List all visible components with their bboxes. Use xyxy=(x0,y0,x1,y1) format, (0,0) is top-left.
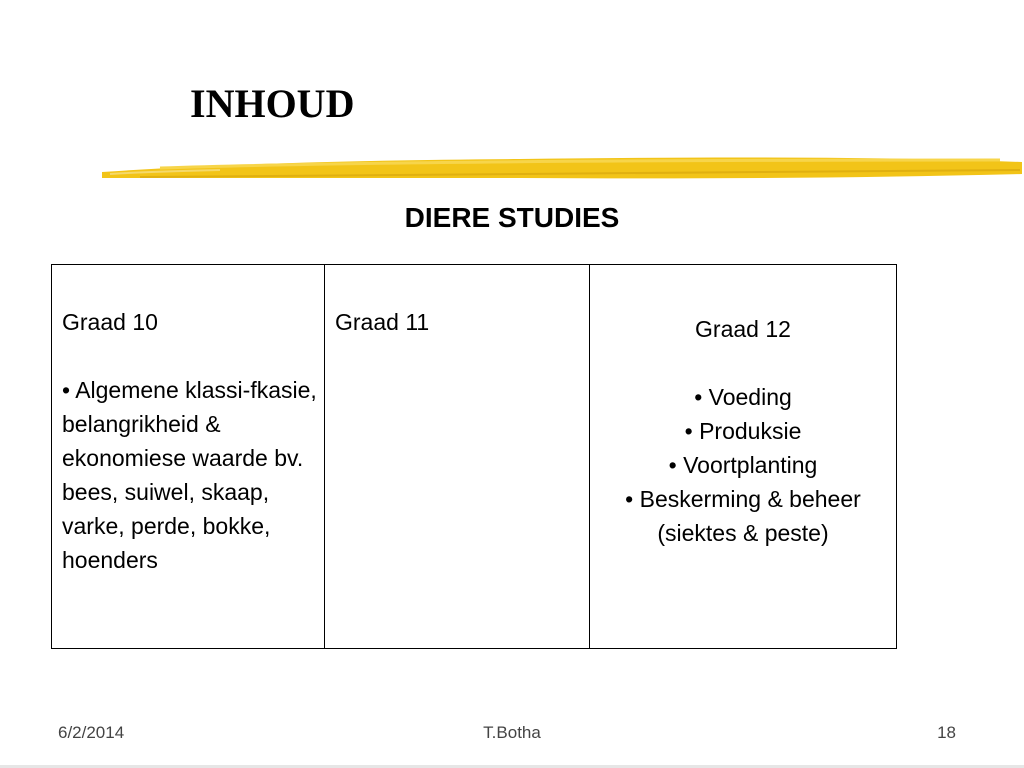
list-item: • Beskerming & beheer (siektes & peste) xyxy=(590,482,896,550)
column-heading: Graad 11 xyxy=(335,309,430,335)
footer-page-number: 18 xyxy=(937,723,956,742)
column-heading: Graad 10 xyxy=(62,309,158,335)
column-graad-11 xyxy=(325,265,590,648)
footer-date: 6/2/2014 xyxy=(58,723,125,742)
column-heading: Graad 12 xyxy=(695,316,791,342)
column-graad-10 xyxy=(52,265,325,648)
highlighter-stroke-decoration xyxy=(100,148,1024,188)
list-item: • Produksie xyxy=(590,414,896,448)
column-graad-12 xyxy=(590,265,896,648)
slide-title: INHOUD xyxy=(190,81,355,126)
list-item: • Voortplanting xyxy=(590,448,896,482)
slide-subtitle: DIERE STUDIES xyxy=(404,202,620,233)
footer-author: T.Botha xyxy=(483,723,541,742)
list-item: • Voeding xyxy=(590,380,896,414)
list-item: • Algemene klassi-fkasie, belangrikheid & ekonomiese waarde bv. bees, suiwel, skaap, varke, perde, bokke, hoenders xyxy=(62,373,324,577)
content-table xyxy=(51,264,897,649)
topic-list xyxy=(590,380,896,550)
